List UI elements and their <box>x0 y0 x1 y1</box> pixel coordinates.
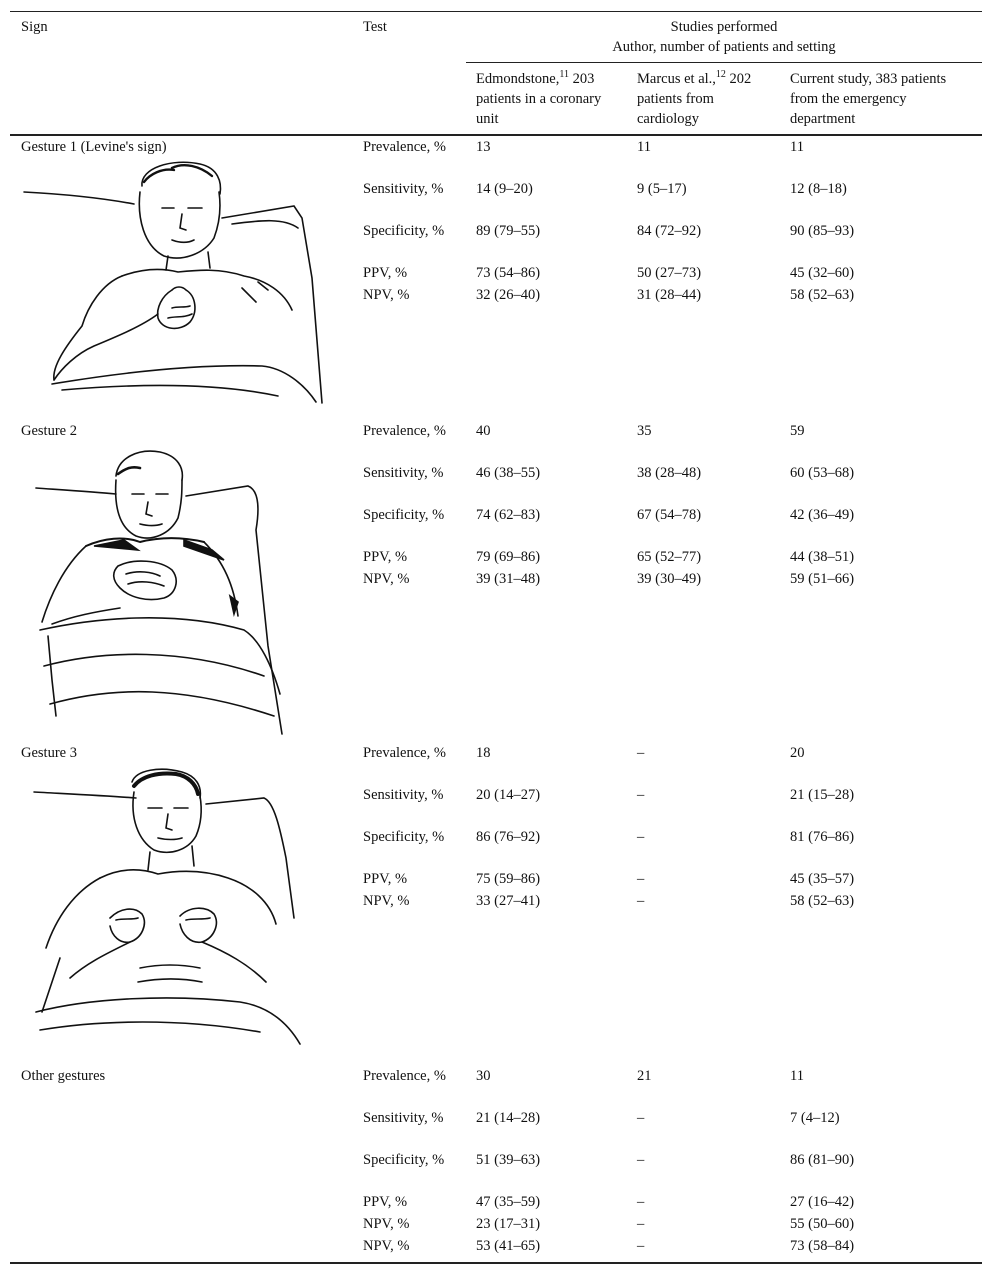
cell-edmondstone: 47 (35–59) <box>476 1194 541 1210</box>
cell-current: 7 (4–12) <box>790 1110 840 1126</box>
test-label: Specificity, % <box>363 223 445 239</box>
test-label: Sensitivity, % <box>363 181 444 197</box>
test-label: Specificity, % <box>363 829 445 845</box>
cell-current: 86 (81–90) <box>790 1152 855 1168</box>
cell-edmondstone: 86 (76–92) <box>476 829 541 845</box>
test-label: Sensitivity, % <box>363 1110 444 1126</box>
cell-marcus: – <box>637 745 645 761</box>
cell-marcus: 67 (54–78) <box>637 507 702 523</box>
test-label: NPV, % <box>363 1216 410 1232</box>
cell-edmondstone: 30 <box>476 1068 491 1084</box>
cell-edmondstone: 75 (59–86) <box>476 871 541 887</box>
cell-marcus: – <box>637 871 645 887</box>
test-label: Specificity, % <box>363 507 445 523</box>
cell-edmondstone: 51 (39–63) <box>476 1152 541 1168</box>
cell-marcus: 84 (72–92) <box>637 223 702 239</box>
cell-current: 45 (35–57) <box>790 871 855 887</box>
cell-marcus: 21 <box>637 1068 652 1084</box>
test-label: Sensitivity, % <box>363 787 444 803</box>
cell-edmondstone: 21 (14–28) <box>476 1110 541 1126</box>
gesture-2-illustration <box>34 446 286 740</box>
cell-current: 60 (53–68) <box>790 465 855 481</box>
cell-edmondstone: 13 <box>476 139 491 155</box>
cell-current: 59 <box>790 423 805 439</box>
gesture-3-illustration <box>30 768 312 1058</box>
cell-marcus: – <box>637 1216 645 1232</box>
cell-marcus: 38 (28–48) <box>637 465 702 481</box>
header-studies-subtitle: Author, number of patients and setting <box>612 39 836 55</box>
test-label: PPV, % <box>363 1194 408 1210</box>
sign-gesture-3: Gesture 3 <box>21 745 77 761</box>
cell-current: 11 <box>790 139 804 155</box>
test-label: Prevalence, % <box>363 1068 446 1084</box>
test-label: PPV, % <box>363 265 408 281</box>
cell-current: 12 (8–18) <box>790 181 847 197</box>
cell-marcus: 31 (28–44) <box>637 287 702 303</box>
header-study-marcus: Marcus et al.,$^{12}$ 202 patients from cardiology <box>637 69 752 127</box>
cell-edmondstone: 53 (41–65) <box>476 1238 541 1254</box>
sign-gesture-2: Gesture 2 <box>21 423 77 439</box>
test-label: NPV, % <box>363 287 410 303</box>
cell-edmondstone: 46 (38–55) <box>476 465 541 481</box>
cell-current: 21 (15–28) <box>790 787 855 803</box>
header-sign: Sign <box>21 19 48 35</box>
cell-current: 44 (38–51) <box>790 549 855 565</box>
header-study-current: Current study, 383 patients from the emergency department <box>790 71 947 127</box>
cell-marcus: 39 (30–49) <box>637 571 702 587</box>
cell-current: 27 (16–42) <box>790 1194 855 1210</box>
cell-edmondstone: 39 (31–48) <box>476 571 541 587</box>
gesture-1-illustration <box>22 158 326 416</box>
sign-other-gestures: Other gestures <box>21 1068 106 1084</box>
cell-current: 81 (76–86) <box>790 829 855 845</box>
cell-edmondstone: 74 (62–83) <box>476 507 541 523</box>
cell-marcus: – <box>637 1238 645 1254</box>
cell-edmondstone: 32 (26–40) <box>476 287 541 303</box>
cell-marcus: 9 (5–17) <box>637 181 687 197</box>
cell-marcus: 11 <box>637 139 651 155</box>
studies-subheader-rule <box>466 62 982 63</box>
cell-edmondstone: 79 (69–86) <box>476 549 541 565</box>
test-label: PPV, % <box>363 871 408 887</box>
cell-edmondstone: 89 (79–55) <box>476 223 541 239</box>
cell-edmondstone: 73 (54–86) <box>476 265 541 281</box>
header-studies-title: Studies performed <box>670 19 778 35</box>
cell-current: 42 (36–49) <box>790 507 855 523</box>
header-test: Test <box>363 19 387 35</box>
cell-current: 55 (50–60) <box>790 1216 855 1232</box>
header-bottom-rule <box>10 134 982 136</box>
cell-edmondstone: 20 (14–27) <box>476 787 541 803</box>
cell-current: 73 (58–84) <box>790 1238 855 1254</box>
cell-current: 58 (52–63) <box>790 287 855 303</box>
cell-current: 20 <box>790 745 805 761</box>
test-label: Prevalence, % <box>363 139 446 155</box>
test-label: PPV, % <box>363 549 408 565</box>
test-label: NPV, % <box>363 1238 410 1254</box>
cell-marcus: – <box>637 1152 645 1168</box>
test-label: Specificity, % <box>363 1152 445 1168</box>
cell-edmondstone: 14 (9–20) <box>476 181 533 197</box>
test-label: Prevalence, % <box>363 423 446 439</box>
cell-current: 45 (32–60) <box>790 265 855 281</box>
cell-marcus: – <box>637 1194 645 1210</box>
test-label: NPV, % <box>363 571 410 587</box>
cell-edmondstone: 33 (27–41) <box>476 893 541 909</box>
test-label: Sensitivity, % <box>363 465 444 481</box>
cell-marcus: – <box>637 829 645 845</box>
test-label: NPV, % <box>363 893 410 909</box>
cell-current: 58 (52–63) <box>790 893 855 909</box>
cell-marcus: – <box>637 893 645 909</box>
test-label: Prevalence, % <box>363 745 446 761</box>
sign-gesture-1: Gesture 1 (Levine's sign) <box>21 139 167 155</box>
cell-current: 59 (51–66) <box>790 571 855 587</box>
cell-marcus: 65 (52–77) <box>637 549 702 565</box>
cell-marcus: 50 (27–73) <box>637 265 702 281</box>
cell-marcus: – <box>637 787 645 803</box>
cell-current: 90 (85–93) <box>790 223 855 239</box>
cell-edmondstone: 23 (17–31) <box>476 1216 541 1232</box>
header-study-edmondstone: Edmondstone,$^{11}$ 203 patients in a coronary unit <box>476 69 602 127</box>
cell-edmondstone: 18 <box>476 745 491 761</box>
table-top-rule <box>10 11 982 12</box>
cell-edmondstone: 40 <box>476 423 491 439</box>
cell-marcus: – <box>637 1110 645 1126</box>
cell-current: 11 <box>790 1068 804 1084</box>
cell-marcus: 35 <box>637 423 652 439</box>
table-bottom-rule <box>10 1262 982 1264</box>
